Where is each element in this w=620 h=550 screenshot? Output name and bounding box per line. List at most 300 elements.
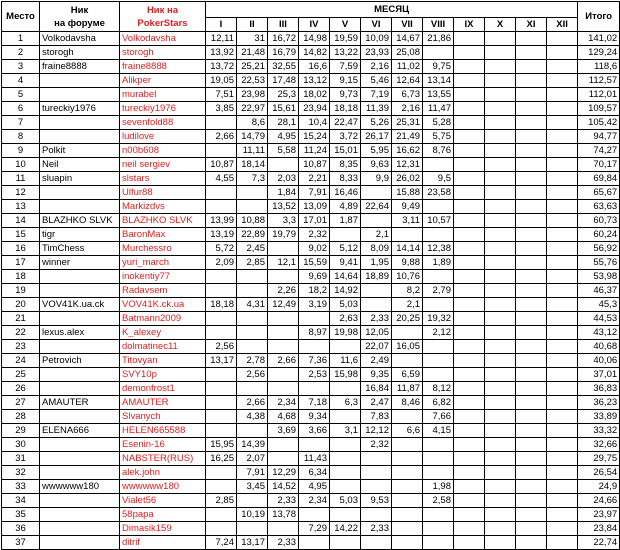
ranking-table <box>1 1 620 550</box>
total-cell: 105,42 <box>578 116 620 130</box>
forum-nick-cell <box>40 508 120 522</box>
month-value-cell: 32,55 <box>268 60 299 74</box>
pokerstars-nick-cell: Volkodavsha <box>120 32 206 46</box>
month-value-cell: 9,63 <box>361 158 392 172</box>
month-col-header: IX <box>454 18 485 32</box>
month-value-cell: 8,35 <box>330 158 361 172</box>
total-cell: 45,3 <box>578 298 620 312</box>
month-value-cell <box>206 144 237 158</box>
month-value-cell: 25,3 <box>268 88 299 102</box>
forum-nick-cell <box>40 438 120 452</box>
month-value-cell: 7,3 <box>237 172 268 186</box>
month-value-cell: 23,93 <box>361 46 392 60</box>
place-cell: 36 <box>2 522 40 536</box>
month-value-cell <box>516 130 547 144</box>
month-value-cell: 14,82 <box>299 46 330 60</box>
table-row <box>2 116 620 130</box>
table-row <box>2 256 620 270</box>
month-value-cell: 8,12 <box>423 382 454 396</box>
total-cell: 40,06 <box>578 354 620 368</box>
month-value-cell: 5,75 <box>423 130 454 144</box>
month-value-cell: 2,47 <box>361 396 392 410</box>
month-value-cell: 6,73 <box>392 88 423 102</box>
month-value-cell: 8,33 <box>330 172 361 186</box>
month-value-cell: 5,26 <box>361 116 392 130</box>
forum-nick-cell <box>40 536 120 550</box>
pokerstars-nick-cell: VOV41K.ck.ua <box>120 298 206 312</box>
pokerstars-nick-cell: fraine8888 <box>120 60 206 74</box>
month-value-cell: 7,91 <box>299 186 330 200</box>
month-value-cell: 2,26 <box>268 284 299 298</box>
month-value-cell <box>423 438 454 452</box>
month-value-cell: 5,28 <box>423 116 454 130</box>
month-value-cell <box>268 438 299 452</box>
month-value-cell: 2,16 <box>392 102 423 116</box>
month-value-cell <box>423 228 454 242</box>
month-value-cell <box>516 298 547 312</box>
pokerstars-nick-header-line2: PokerStars <box>137 17 188 29</box>
total-cell: 24,9 <box>578 480 620 494</box>
pokerstars-nick-cell: 58papa <box>120 508 206 522</box>
month-value-cell <box>268 522 299 536</box>
month-value-cell <box>454 46 485 60</box>
month-value-cell <box>206 270 237 284</box>
month-value-cell <box>237 340 268 354</box>
month-value-cell <box>516 424 547 438</box>
month-value-cell: 18,2 <box>299 284 330 298</box>
month-value-cell <box>299 438 330 452</box>
forum-nick-cell: storogh <box>40 46 120 60</box>
month-value-cell: 2,03 <box>268 172 299 186</box>
month-value-cell: 9,49 <box>392 200 423 214</box>
month-value-cell: 3,69 <box>268 424 299 438</box>
month-value-cell <box>516 172 547 186</box>
month-value-cell <box>516 32 547 46</box>
month-value-cell: 8,46 <box>392 396 423 410</box>
place-cell: 29 <box>2 424 40 438</box>
month-value-cell: 2,85 <box>237 256 268 270</box>
total-cell: 36,23 <box>578 396 620 410</box>
total-cell: 65,67 <box>578 186 620 200</box>
month-value-cell <box>268 242 299 256</box>
month-value-cell: 4,55 <box>206 172 237 186</box>
month-value-cell <box>485 172 516 186</box>
month-value-cell: 13,17 <box>237 536 268 550</box>
month-value-cell: 13,12 <box>299 74 330 88</box>
month-value-cell <box>423 158 454 172</box>
month-value-cell: 2,09 <box>206 256 237 270</box>
month-value-cell: 4,89 <box>330 200 361 214</box>
month-value-cell <box>454 340 485 354</box>
table-row <box>2 88 620 102</box>
month-value-cell <box>423 452 454 466</box>
forum-nick-cell <box>40 522 120 536</box>
place-cell: 24 <box>2 354 40 368</box>
month-value-cell <box>392 438 423 452</box>
pokerstars-nick-cell: ludilove <box>120 130 206 144</box>
month-value-cell: 4,68 <box>268 410 299 424</box>
place-cell: 19 <box>2 284 40 298</box>
month-value-cell <box>485 186 516 200</box>
month-value-cell <box>330 508 361 522</box>
month-value-cell: 11,24 <box>299 144 330 158</box>
month-value-cell <box>547 130 578 144</box>
month-value-cell: 13,55 <box>423 88 454 102</box>
month-col-header: XI <box>516 18 547 32</box>
month-value-cell <box>454 396 485 410</box>
month-col-header: IV <box>299 18 330 32</box>
month-value-cell <box>268 158 299 172</box>
forum-nick-cell <box>40 494 120 508</box>
pokerstars-nick-cell: sevenfold88 <box>120 116 206 130</box>
month-value-cell <box>392 494 423 508</box>
month-value-cell: 1,89 <box>423 256 454 270</box>
month-value-cell <box>206 410 237 424</box>
month-value-cell <box>361 214 392 228</box>
month-value-cell <box>454 298 485 312</box>
month-value-cell <box>330 452 361 466</box>
month-value-cell: 18,89 <box>361 270 392 284</box>
month-value-cell <box>516 256 547 270</box>
month-value-cell: 7,83 <box>361 410 392 424</box>
table-row <box>2 214 620 228</box>
month-value-cell: 11,6 <box>330 354 361 368</box>
month-value-cell <box>361 508 392 522</box>
month-value-cell <box>454 214 485 228</box>
place-cell: 14 <box>2 214 40 228</box>
forum-nick-cell: fraine8888 <box>40 60 120 74</box>
month-value-cell: 3,19 <box>299 298 330 312</box>
total-cell: 23,97 <box>578 508 620 522</box>
place-cell: 18 <box>2 270 40 284</box>
place-cell: 21 <box>2 312 40 326</box>
month-value-cell <box>485 368 516 382</box>
month-value-cell <box>547 312 578 326</box>
month-value-cell <box>330 536 361 550</box>
month-value-cell <box>516 382 547 396</box>
month-value-cell: 23,58 <box>423 186 454 200</box>
month-value-cell <box>485 536 516 550</box>
month-value-cell <box>454 382 485 396</box>
total-cell: 63,63 <box>578 200 620 214</box>
month-value-cell <box>485 452 516 466</box>
month-value-cell <box>516 452 547 466</box>
month-value-cell: 17,01 <box>299 214 330 228</box>
month-value-cell: 11,43 <box>299 452 330 466</box>
month-value-cell <box>454 368 485 382</box>
month-value-cell <box>423 298 454 312</box>
month-value-cell <box>454 144 485 158</box>
month-value-cell <box>454 256 485 270</box>
month-value-cell <box>547 410 578 424</box>
month-value-cell <box>547 368 578 382</box>
month-value-cell: 5,72 <box>206 242 237 256</box>
month-value-cell <box>454 158 485 172</box>
month-value-cell <box>547 522 578 536</box>
table-row <box>2 186 620 200</box>
month-value-cell <box>454 466 485 480</box>
month-value-cell <box>547 424 578 438</box>
forum-nick-cell: AMAUTER <box>40 396 120 410</box>
pokerstars-nick-cell: BLAZHKO SLVK <box>120 214 206 228</box>
month-value-cell <box>485 130 516 144</box>
month-value-cell <box>454 326 485 340</box>
month-value-cell <box>516 312 547 326</box>
month-value-cell: 15,24 <box>299 130 330 144</box>
month-value-cell <box>237 494 268 508</box>
month-value-cell <box>485 522 516 536</box>
month-value-cell <box>330 228 361 242</box>
month-value-cell <box>206 284 237 298</box>
month-value-cell <box>516 410 547 424</box>
month-value-cell: 6,82 <box>423 396 454 410</box>
total-cell: 24,66 <box>578 494 620 508</box>
pokerstars-nick-cell: HELEN665588 <box>120 424 206 438</box>
total-cell: 56,92 <box>578 242 620 256</box>
month-value-cell <box>268 368 299 382</box>
month-value-cell <box>330 382 361 396</box>
month-value-cell <box>485 88 516 102</box>
month-value-cell <box>516 116 547 130</box>
month-value-cell <box>516 466 547 480</box>
month-value-cell <box>454 438 485 452</box>
month-value-cell <box>361 186 392 200</box>
month-value-cell: 15,98 <box>330 368 361 382</box>
month-value-cell: 10,87 <box>299 158 330 172</box>
month-value-cell: 10,88 <box>237 214 268 228</box>
total-header: Итого <box>578 2 620 32</box>
month-value-cell <box>485 312 516 326</box>
total-cell: 44,53 <box>578 312 620 326</box>
month-value-cell: 10,76 <box>392 270 423 284</box>
month-value-cell: 16,62 <box>392 144 423 158</box>
place-cell: 26 <box>2 382 40 396</box>
month-value-cell <box>237 522 268 536</box>
table-row <box>2 46 620 60</box>
month-value-cell <box>516 46 547 60</box>
month-value-cell: 19,05 <box>206 74 237 88</box>
month-value-cell: 15,88 <box>392 186 423 200</box>
place-cell: 3 <box>2 60 40 74</box>
forum-nick-cell <box>40 270 120 284</box>
month-value-cell <box>547 354 578 368</box>
month-value-cell <box>237 312 268 326</box>
month-value-cell: 14,64 <box>330 270 361 284</box>
month-value-cell: 2,33 <box>361 522 392 536</box>
forum-nick-cell: winner <box>40 256 120 270</box>
month-value-cell <box>423 536 454 550</box>
forum-nick-cell: ELENA666 <box>40 424 120 438</box>
month-value-cell <box>454 312 485 326</box>
month-value-cell: 16,79 <box>268 46 299 60</box>
month-value-cell <box>485 326 516 340</box>
month-value-cell <box>547 298 578 312</box>
month-value-cell <box>392 410 423 424</box>
month-value-cell: 3,1 <box>330 424 361 438</box>
table-row <box>2 494 620 508</box>
month-value-cell <box>516 368 547 382</box>
month-value-cell: 28,1 <box>268 116 299 130</box>
month-col-header: I <box>206 18 237 32</box>
month-value-cell <box>547 158 578 172</box>
table-row <box>2 200 620 214</box>
month-value-cell: 3,3 <box>268 214 299 228</box>
month-value-cell: 26,17 <box>361 130 392 144</box>
month-value-cell: 2,16 <box>361 60 392 74</box>
table-row <box>2 312 620 326</box>
month-value-cell <box>547 256 578 270</box>
month-value-cell <box>547 46 578 60</box>
month-value-cell <box>206 312 237 326</box>
month-value-cell <box>516 340 547 354</box>
month-value-cell: 9,02 <box>299 242 330 256</box>
month-value-cell <box>454 480 485 494</box>
forum-nick-cell: wwwwww180 <box>40 480 120 494</box>
pokerstars-nick-cell: murabel <box>120 88 206 102</box>
forum-nick-cell <box>40 74 120 88</box>
month-value-cell <box>423 508 454 522</box>
month-value-cell: 13,19 <box>206 228 237 242</box>
month-value-cell <box>454 32 485 46</box>
place-cell: 34 <box>2 494 40 508</box>
month-value-cell: 18,14 <box>237 158 268 172</box>
month-value-cell <box>392 452 423 466</box>
total-cell: 33,89 <box>578 410 620 424</box>
place-cell: 2 <box>2 46 40 60</box>
table-row <box>2 60 620 74</box>
place-cell: 25 <box>2 368 40 382</box>
forum-nick-cell: Petrovich <box>40 354 120 368</box>
month-value-cell <box>237 424 268 438</box>
forum-nick-cell <box>40 382 120 396</box>
month-value-cell <box>423 270 454 284</box>
month-value-cell <box>485 214 516 228</box>
month-value-cell: 22,64 <box>361 200 392 214</box>
month-value-cell: 2,33 <box>268 494 299 508</box>
total-cell: 74,27 <box>578 144 620 158</box>
month-value-cell: 14,22 <box>330 522 361 536</box>
month-value-cell: 15,01 <box>330 144 361 158</box>
month-value-cell: 14,52 <box>268 480 299 494</box>
month-value-cell: 22,97 <box>237 102 268 116</box>
pokerstars-nick-cell: storogh <box>120 46 206 60</box>
month-value-cell: 7,91 <box>237 466 268 480</box>
place-cell: 23 <box>2 340 40 354</box>
month-value-cell <box>516 186 547 200</box>
month-value-cell: 12,29 <box>268 466 299 480</box>
month-value-cell: 2,79 <box>423 284 454 298</box>
month-value-cell: 1,95 <box>361 256 392 270</box>
month-value-cell <box>547 144 578 158</box>
forum-nick-cell <box>40 466 120 480</box>
forum-nick-cell <box>40 284 120 298</box>
forum-nick-cell <box>40 340 120 354</box>
pokerstars-nick-cell: AMAUTER <box>120 396 206 410</box>
month-value-cell: 12,11 <box>206 32 237 46</box>
total-cell: 22,74 <box>578 536 620 550</box>
month-value-cell <box>330 410 361 424</box>
place-cell: 11 <box>2 172 40 186</box>
month-value-cell <box>392 508 423 522</box>
month-value-cell: 2,33 <box>268 536 299 550</box>
month-value-cell: 6,59 <box>392 368 423 382</box>
place-cell: 7 <box>2 116 40 130</box>
forum-nick-cell: VOV41K.ua.ck <box>40 298 120 312</box>
place-cell: 30 <box>2 438 40 452</box>
month-value-cell <box>485 382 516 396</box>
month-value-cell <box>547 480 578 494</box>
month-value-cell <box>454 200 485 214</box>
month-value-cell: 19,79 <box>268 228 299 242</box>
month-value-cell: 16,46 <box>330 186 361 200</box>
month-value-cell <box>361 466 392 480</box>
month-value-cell <box>485 228 516 242</box>
month-value-cell: 12,49 <box>268 298 299 312</box>
month-value-cell <box>299 536 330 550</box>
month-value-cell <box>299 382 330 396</box>
month-value-cell: 4,95 <box>299 480 330 494</box>
month-value-cell: 11,47 <box>423 102 454 116</box>
forum-nick-cell <box>40 410 120 424</box>
total-cell: 33,32 <box>578 424 620 438</box>
month-value-cell <box>516 536 547 550</box>
month-value-cell: 11,11 <box>237 144 268 158</box>
month-value-cell: 5,03 <box>330 298 361 312</box>
total-cell: 112,57 <box>578 74 620 88</box>
month-value-cell <box>206 396 237 410</box>
month-value-cell: 22,07 <box>361 340 392 354</box>
month-col-header: X <box>485 18 516 32</box>
place-cell: 16 <box>2 242 40 256</box>
month-value-cell <box>206 116 237 130</box>
month-value-cell: 3,45 <box>237 480 268 494</box>
month-value-cell <box>547 60 578 74</box>
place-header: Место <box>2 2 40 32</box>
table-row <box>2 424 620 438</box>
month-value-cell <box>392 326 423 340</box>
total-cell: 94,77 <box>578 130 620 144</box>
table-row <box>2 396 620 410</box>
month-col-header: XII <box>547 18 578 32</box>
month-value-cell: 9,75 <box>423 60 454 74</box>
month-value-cell: 3,11 <box>392 214 423 228</box>
month-value-cell: 5,58 <box>268 144 299 158</box>
month-value-cell <box>454 410 485 424</box>
month-value-cell: 5,12 <box>330 242 361 256</box>
pokerstars-nick-cell: NABSTER(RUS) <box>120 452 206 466</box>
month-value-cell: 10,57 <box>423 214 454 228</box>
pokerstars-nick-cell: Esenin-16 <box>120 438 206 452</box>
month-value-cell <box>547 88 578 102</box>
month-value-cell: 4,31 <box>237 298 268 312</box>
month-value-cell <box>454 102 485 116</box>
place-cell: 28 <box>2 410 40 424</box>
month-value-cell: 15,61 <box>268 102 299 116</box>
total-cell: 37,01 <box>578 368 620 382</box>
month-value-cell <box>485 32 516 46</box>
month-value-cell: 13,09 <box>299 200 330 214</box>
month-value-cell: 26,02 <box>392 172 423 186</box>
month-value-cell: 13,52 <box>268 200 299 214</box>
month-value-cell <box>454 130 485 144</box>
month-value-cell: 6,34 <box>299 466 330 480</box>
place-cell: 22 <box>2 326 40 340</box>
month-value-cell: 21,49 <box>392 130 423 144</box>
month-value-cell <box>268 452 299 466</box>
month-value-cell <box>516 200 547 214</box>
month-value-cell <box>485 466 516 480</box>
month-value-cell: 9,73 <box>330 88 361 102</box>
